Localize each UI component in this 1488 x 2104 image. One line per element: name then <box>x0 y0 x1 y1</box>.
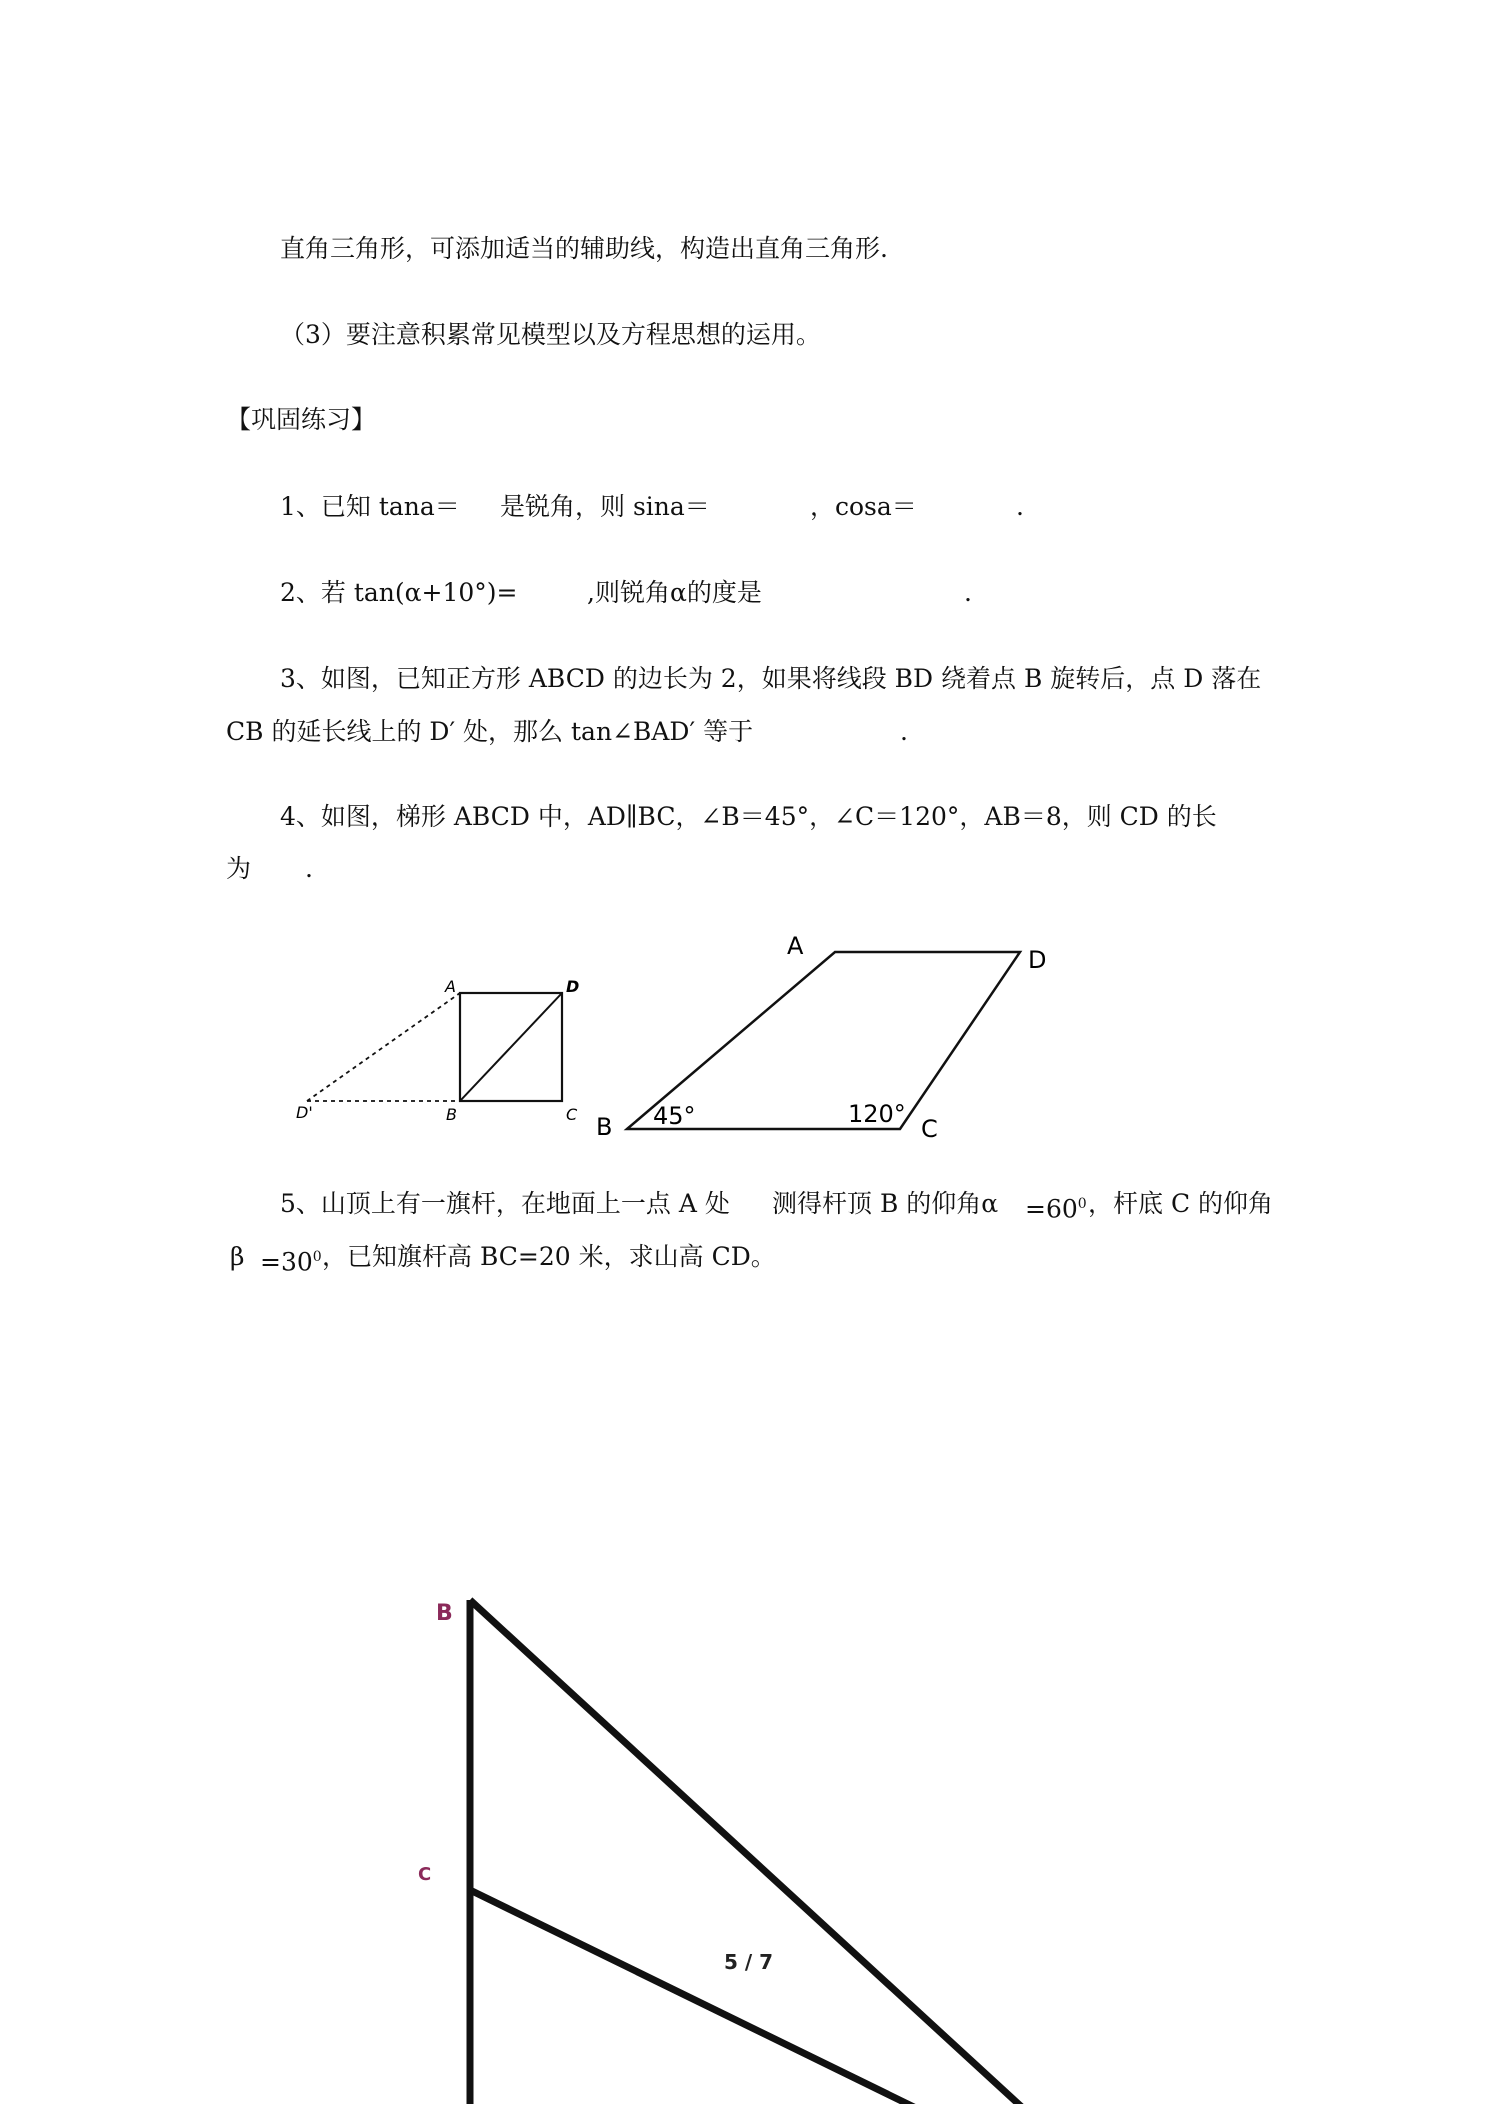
label-a: A <box>787 932 804 960</box>
paragraph-models: （3）要注意积累常见模型以及方程思想的运用。 <box>280 320 821 349</box>
label-c: C <box>566 1105 578 1124</box>
trapezoid-figure <box>585 930 1105 1143</box>
section-heading: 【巩固练习】 <box>226 405 377 434</box>
label-d: D <box>1028 946 1047 974</box>
q1-end: . <box>1016 492 1024 521</box>
label-a: A <box>445 977 456 996</box>
paragraph-auxiliary-lines: 直角三角形，可添加适当的辅助线，构造出直角三角形. <box>280 234 888 263</box>
dashed-ad-prime <box>307 993 460 1101</box>
q5-line1b: 测得杆顶 B 的仰角α <box>772 1189 999 1218</box>
diagonal-bd <box>460 993 562 1101</box>
label-b: B <box>436 1601 453 1626</box>
label-b: B <box>596 1113 613 1141</box>
q4-end: . <box>305 854 313 883</box>
page-number: 5 / 7 <box>724 1950 774 1974</box>
q4-line2: 为 <box>226 854 252 883</box>
q1-cos-text: ，cosa＝ <box>810 492 917 521</box>
line-ac <box>470 1890 920 2104</box>
angle-c-label: 120° <box>848 1100 906 1128</box>
angle-b-label: 45° <box>653 1102 696 1130</box>
q3-line1: 3、如图，已知正方形 ABCD 的边长为 2，如果将线段 BD 绕着点 B 旋转后，点 D 落在 <box>280 664 1262 693</box>
label-d-prime: D' <box>296 1103 313 1122</box>
label-b: B <box>446 1105 457 1124</box>
q5-line1d: ，杆底 C 的仰角 <box>1088 1189 1274 1218</box>
q5-line2c: ，已知旗杆高 BC=20 米，求山高 CD。 <box>322 1242 776 1271</box>
q1-acute-text: 是锐角，则 sina＝ <box>500 492 710 521</box>
square-rotation-figure <box>290 970 610 1130</box>
q2-end: . <box>964 578 972 607</box>
q5-line2b: $=30^0$ <box>260 1247 322 1277</box>
q5-beta: β <box>230 1242 245 1271</box>
label-c: C <box>418 1864 432 1885</box>
q2-prefix: 2、若 tan(α+10°)= <box>280 578 518 607</box>
q5-line1c: $=60^0$ <box>1025 1194 1087 1224</box>
mountain-flagpole-figure <box>0 1580 1488 2104</box>
q1-prefix: 1、已知 tana＝ <box>280 492 460 521</box>
q5-line1a: 5、山顶上有一旗杆，在地面上一点 A 处 <box>280 1189 730 1218</box>
q3-line2: CB 的延长线上的 D′ 处，那么 tan∠BAD′ 等于 <box>226 717 754 746</box>
q2-mid: ,则锐角α的度是 <box>587 578 762 607</box>
q3-end: . <box>900 717 908 746</box>
label-d: D <box>566 977 580 996</box>
q4-line1: 4、如图，梯形 ABCD 中，AD∥BC，∠B＝45°，∠C＝120°，AB＝8，则 CD 的长 <box>280 802 1217 831</box>
label-c: C <box>921 1115 938 1143</box>
